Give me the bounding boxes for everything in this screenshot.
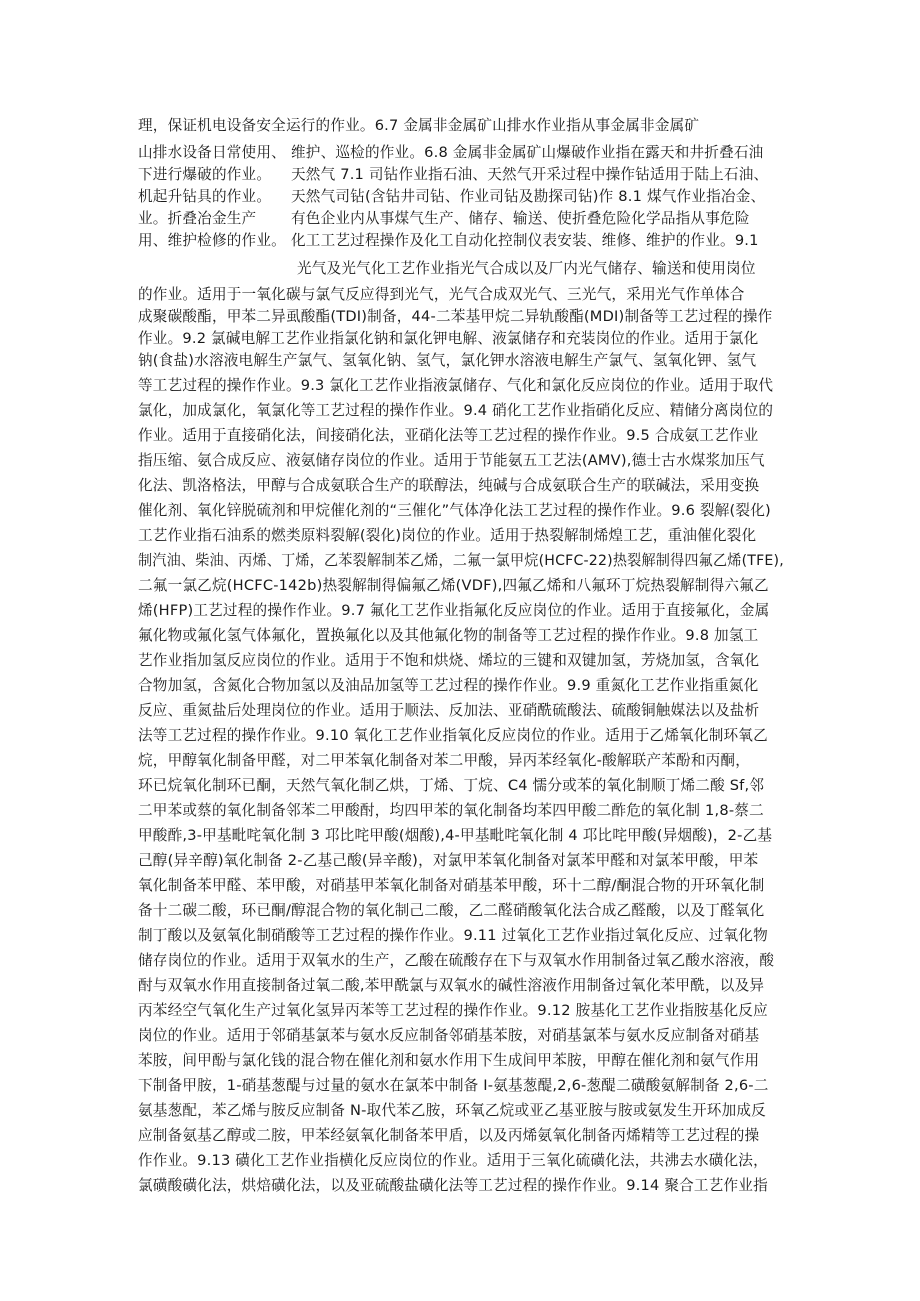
text-line: 制丁酸以及氨氧化制硝酸等工艺过程的操作作业。9.11 过氧化工艺作业指过氧化反应、过氧化物	[138, 927, 768, 944]
left-column-line: 山排水设备日常使用、	[138, 144, 286, 161]
right-column-line: 有色企业内从事煤气生产、储存、输送、使折叠危险化学品指从事危险	[291, 210, 750, 227]
text-line: 氨基葱配，苯乙烯与胺反应制备 N-取代苯乙胺，环氧乙烷或亚乙基亚胺与胺或氨发生开环加成反	[138, 1102, 766, 1119]
text-line: 艺作业指加氢反应岗位的作业。适用于不饱和烘烧、烯垃的三键和双键加氢，芳烧加氢，含氧化	[138, 652, 760, 669]
text-line: 钠(食盐)水溶液电解生产氯气、氢氧化钠、氢气，氯化钾水溶液电解生产氯气、氢氧化钾、氢气	[138, 352, 757, 369]
left-column-line: 业。折叠冶金生产	[138, 210, 257, 227]
text-line: 工艺作业指石油系的燃类原料裂解(裂化)岗位的作业。适用于热裂解制烯煌工艺，重油催化裂化	[138, 527, 757, 544]
text-line: 理，保证机电设备安全运行的作业。6.7 金属非金属矿山排水作业指从事金属非金属矿	[138, 117, 700, 134]
text-line: 成聚碳酸酯，甲苯二异虱酸酯(TDI)制备，44-二苯基甲烷二异轨酸酯(MDI)制备等工艺过程的操作	[138, 308, 773, 325]
text-line: 等工艺过程的操作作业。9.3 氯化工艺作业指液氯储存、气化和氯化反应岗位的作业。适用于取代	[138, 377, 774, 394]
text-line: 酎与双氧水作用直接制备过氧二酸,苯甲酰氯与双氧水的碱性溶液作用制备过氧化苯甲酰，以及异	[138, 977, 765, 994]
left-column-line: 下进行爆破的作业。	[138, 166, 272, 183]
text-line: 作作业。9.13 磺化工艺作业指横化反应岗位的作业。适用于三氧化硫磺化法，共沸去水磺化法，	[138, 1152, 768, 1169]
text-line: 烷，甲醇氧化制备甲醛，对二甲苯氧化制备对苯二甲酸，异丙苯经氧化-酸解联产苯酚和丙酮，	[138, 752, 751, 769]
right-column-line: 光气及光气化工艺作业指光气合成以及厂内光气储存、输送和使用岗位	[297, 260, 756, 277]
text-line: 法等工艺过程的操作作业。9.10 氧化工艺作业指氧化反应岗位的作业。适用于乙烯氧化制环氧乙	[138, 727, 768, 744]
text-line: 甲酸酢,3-甲基毗咤氧化制 3 邛比咤甲酸(烟酸),4-甲基毗咤氧化制 4 邛比咤甲酸(异烟酸)，2-乙基	[138, 827, 773, 844]
text-line: 二氟一氯乙烷(HCFC-142b)热裂解制得偏氟乙烯(VDF),四氟乙烯和八氟环丁烷热裂解制得六氟乙	[138, 577, 769, 594]
text-line: 合物加氢，含氮化合物加氢以及油品加氢等工艺过程的操作作业。9.9 重氮化工艺作业指重氮化	[138, 677, 759, 694]
text-line: 作业。9.2 氯碱电解工艺作业指氯化钠和氯化钾电解、液氯储存和充装岗位的作业。适用于氯化	[138, 330, 759, 347]
right-column-line: 维护、巡检的作业。6.8 金属非金属矿山爆破作业指在露天和井折叠石油	[291, 144, 764, 161]
left-column-line: 机起升钻具的作业。	[138, 188, 272, 205]
text-line: 氯磺酸磺化法，烘焙磺化法，以及亚硫酸盐磺化法等工艺过程的操作作业。9.14 聚合工艺作业指	[138, 1177, 768, 1194]
text-line: 催化剂、氧化锌脱硫剂和甲烷催化剂的“三催化”气体净化法工艺过程的操作作业。9.6 裂解(裂化)	[138, 502, 771, 519]
text-line: 制汽油、柴油、丙烯、丁烯，乙苯裂解制苯乙烯，二氟一氯甲烷(HCFC-22)热裂解制得四氟乙烯(TFE),	[138, 552, 784, 569]
text-line: 作业。适用于直接硝化法，间接硝化法，亚硝化法等工艺过程的操作作业。9.5 合成氨工艺作业	[138, 427, 759, 444]
text-line: 岗位的作业。适用于邻硝基氯苯与氨水反应制备邻硝基苯胺，对硝基氯苯与氨水反应制备对硝基	[138, 1027, 760, 1044]
text-line: 的作业。适用于一氧化碳与氯气反应得到光气，光气合成双光气、三光气，采用光气作单体合	[138, 286, 745, 303]
text-line: 指压缩、氨合成反应、液氨储存岗位的作业。适用于节能氨五工艺法(AMV),德士古水煤浆加压气	[138, 452, 765, 469]
text-line: 烯(HFP)工艺过程的操作作业。9.7 氟化工艺作业指氟化反应岗位的作业。适用于直接氟化，金属	[138, 602, 770, 619]
text-line: 氧化制备苯甲醛、苯甲酸，对硝基甲苯氧化制备对硝基苯甲酸，环十二醇/酮混合物的开环氧化制	[138, 877, 765, 894]
right-column-line: 天然气司钻(含钻井司钻、作业司钻及勘探司钻)作 8.1 煤气作业指冶金、	[291, 188, 766, 205]
text-line: 氯化，加成氯化，氧氯化等工艺过程的操作作业。9.4 硝化工艺作业指硝化反应、精储分离岗位的	[138, 402, 774, 419]
text-line: 氟化物或氟化氢气体氟化，置换氟化以及其他氟化物的制备等工艺过程的操作作业。9.8 加氢工	[138, 627, 759, 644]
text-line: 环已烷氧化制环已酮，天然气氧化制乙烘，丁烯、丁烷、C4 懦分或苯的氧化制顺丁烯二酸 Sf,邻	[138, 777, 765, 794]
left-column-line: 用、维护检修的作业。	[138, 232, 286, 249]
text-line: 己醇(异辛醇)氧化制备 2-乙基己酸(异辛酸)，对氯甲苯氧化制备对氯苯甲醛和对氯苯甲酸，甲苯	[138, 852, 759, 869]
text-line: 丙苯经空气氧化生产过氧化氢异丙苯等工艺过程的操作作业。9.12 胺基化工艺作业指胺基化反应	[138, 1002, 768, 1019]
text-line: 二甲苯或蔡的氧化制备邻苯二甲酸酎，均四甲苯的氧化制备均苯四甲酸二酢危的氧化制 1,8-蔡二	[138, 802, 764, 819]
text-line: 下制备甲胺，1-硝基葱醍与过量的氨水在氯苯中制备 I-氨基葱醍,2,6-葱醍二磺酸氨解制备 2,6-二	[138, 1077, 769, 1094]
text-line: 储存岗位的作业。适用于双氧水的生产，乙酸在硫酸存在下与双氧水作用制备过氧乙酸水溶液，酸	[138, 952, 775, 969]
text-line: 化法、凯洛格法，甲醇与合成氨联合生产的联醇法，纯碱与合成氨联合生产的联碱法，采用变换	[138, 477, 760, 494]
text-line: 苯胺，间甲酚与氯化钱的混合物在催化剂和氨水作用下生成间甲苯胺，甲醇在催化剂和氨气作用	[138, 1052, 760, 1069]
text-line: 应制备氨基乙醇或二胺，甲苯经氨氧化制备苯甲盾，以及丙烯氨氧化制备丙烯精等工艺过程的操	[138, 1127, 760, 1144]
text-line: 反应、重氮盐后处理岗位的作业。适用于顺法、反加法、亚硝酰硫酸法、硫酸铜触媒法以及盐析	[138, 702, 760, 719]
right-column-line: 化工工艺过程操作及化工自动化控制仪表安装、维修、维护的作业。9.1	[291, 232, 759, 249]
right-column-line: 天然气 7.1 司钻作业指石油、天然气开采过程中操作钻适用于陆上石油、	[291, 166, 769, 183]
text-line: 备十二碳二酸，环已酮/醇混合物的氧化制己二酸，乙二醛硝酸氧化法合成乙醛酸，以及丁醛氧化	[138, 902, 765, 919]
